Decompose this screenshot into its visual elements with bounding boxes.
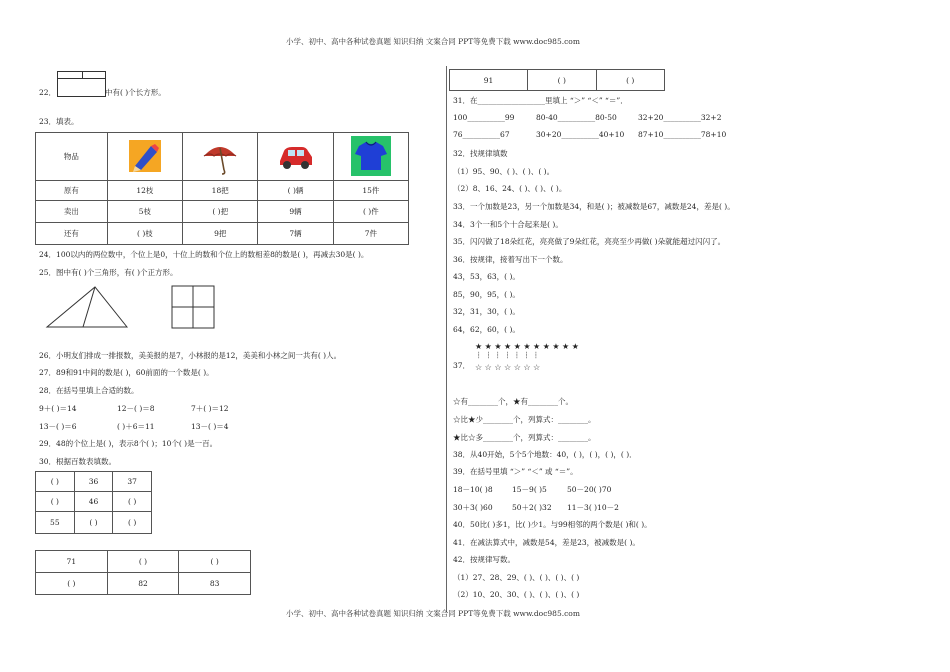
q37-line: ☆比★少________个，列算式：________。 [453, 415, 596, 424]
q28-eq: 12－( )＝8 [117, 404, 155, 413]
q31-item: 87+10__________78+10 [638, 130, 727, 139]
q28-eq: 9＋( )＝14 [39, 404, 77, 413]
q24-text: 24．100以内的两位数中，个位上是0，十位上的数和个位上的数相差8的数是( )，再减去30是( )。 [39, 250, 369, 259]
q39-title: 39．在括号里填 “＞” “＜” 或 “＝”。 [453, 467, 578, 476]
q23-cell: 9把 [183, 223, 258, 245]
q30-cell: 82 [107, 573, 179, 595]
q23-title: 23．填表。 [39, 117, 79, 126]
q23-cell: 7件 [333, 223, 408, 245]
q36-line: 85，90，95，( )。 [453, 290, 520, 299]
q23-cell: ( )件 [333, 201, 408, 223]
q37-white-stars: ☆☆☆☆☆☆☆ [475, 363, 543, 372]
q31-item: 30+20__________40+10 [536, 130, 625, 139]
q23-label-sold: 卖出 [36, 201, 108, 223]
q23-cell: 18把 [183, 181, 258, 201]
q31-title: 31．在__________________里填上 “＞” “＜” “＝”． [453, 96, 628, 105]
q36-line: 32，31，30，( )。 [453, 307, 520, 316]
q30-cell: 55 [36, 512, 75, 534]
q37-line: ☆有________个，★有________个。 [453, 397, 573, 406]
q39-item: 18－10( )8 [453, 485, 493, 494]
q29-text: 29．48的个位上是( )，表示8个( )；10个( )是一百。 [39, 439, 218, 448]
q32-line: （1）95、90、( )、( )、( )。 [453, 167, 555, 176]
q22-text: 中有( )个长方形。 [105, 88, 166, 97]
tshirt-icon [333, 133, 408, 181]
q30-cell: 83 [179, 573, 251, 595]
q23-cell: 9辆 [258, 201, 333, 223]
q31-item: 80-40__________80-50 [536, 113, 617, 122]
car-icon [258, 133, 333, 181]
q42-line: （2）10、20、30、( )、( )、( )、( ) [453, 590, 580, 599]
q23-cell: ( )把 [183, 201, 258, 223]
q36-line: 64，62，60，( )。 [453, 325, 520, 334]
q28-eq: 13－( )＝6 [39, 422, 77, 431]
q30-cell: ( ) [113, 492, 152, 512]
q30-cell: ( ) [107, 551, 179, 573]
q28-title: 28．在括号里填上合适的数。 [39, 386, 139, 395]
q38-text: 38．从40开始，5个5个地数：40，( )，( )，( )，( )． [453, 450, 637, 459]
q40-text: 40．50比( )多1，比( )少1。与99相邻的两个数是( )和( )。 [453, 520, 652, 529]
page-footer: 小学、初中、高中各种试卷真题 知识归纳 文案合同 PPT等免费下载 www.doc985.com [286, 609, 580, 618]
q25-square-figure [171, 285, 215, 329]
q30-cell: ( ) [113, 512, 152, 534]
q42-title: 42．按规律写数。 [453, 555, 516, 564]
umbrella-icon [183, 133, 258, 181]
right-top-table [449, 69, 665, 91]
q37-black-stars: ★★★★★★★★★★★ [475, 342, 582, 351]
q23-cell: 15件 [333, 181, 408, 201]
q31-item: 76__________67 [453, 130, 510, 139]
q39-item: 50＋2( )32 [512, 503, 552, 512]
q22-rectangle-figure [57, 71, 106, 97]
q35-text: 35．闪闪做了18朵红花，亮亮做了9朵红花，亮亮至少再做( )朵就能超过闪闪了。 [453, 237, 726, 246]
q30-cell: ( ) [36, 573, 108, 595]
q39-item: 11－3( )10－2 [567, 503, 619, 512]
q34-text: 34．3个一和5个十合起来是( )。 [453, 220, 563, 229]
q39-item: 15－9( )5 [512, 485, 547, 494]
q30-cell: ( ) [36, 472, 75, 492]
q27-text: 27．89和91中间的数是( )，60前面的一个数是( )。 [39, 368, 214, 377]
q30-title: 30．根据百数表填数。 [39, 457, 117, 466]
q28-eq: ( )＋6＝11 [117, 422, 155, 431]
q30-cell: ( ) [74, 512, 113, 534]
q28-eq: 13－( )＝4 [191, 422, 229, 431]
q36-line: 43，53，63，( )。 [453, 272, 520, 281]
q33-text: 33．一个加数是23，另一个加数是34，和是( )；被减数是67，减数是24，差是( )。 [453, 202, 735, 211]
top-cell: ( ) [596, 70, 664, 91]
q23-label-original: 原有 [36, 181, 108, 201]
q30-cell: 71 [36, 551, 108, 573]
q23-table [35, 132, 409, 245]
q23-cell: 5枝 [107, 201, 182, 223]
q23-label-left: 还有 [36, 223, 108, 245]
q23-cell: 12枝 [107, 181, 182, 201]
q26-text: 26．小明友们排成一排报数，美美报的是7，小林报的是12，美美和小林之间一共有( )人。 [39, 351, 342, 360]
q41-text: 41．在减法算式中，减数是54，差是23，被减数是( )。 [453, 538, 640, 547]
top-cell: ( ) [528, 70, 596, 91]
q30-grid [35, 471, 152, 534]
q30-cell: 37 [113, 472, 152, 492]
q30-cell: ( ) [36, 492, 75, 512]
q39-item: 30＋3( )60 [453, 503, 493, 512]
column-divider [446, 66, 447, 612]
q39-item: 50－20( )70 [567, 485, 612, 494]
q23-label-item: 物品 [36, 133, 108, 181]
q37-number: 37． [453, 361, 471, 370]
q31-item: 32+20__________32+2 [638, 113, 722, 122]
q36-title: 36．按规律，接着写出下一个数。 [453, 255, 568, 264]
top-cell: 91 [450, 70, 528, 91]
q23-cell: ( )枝 [107, 223, 182, 245]
pencil-icon [107, 133, 182, 181]
q23-cell: ( )辆 [258, 181, 333, 201]
q28-eq: 7＋( )＝12 [191, 404, 229, 413]
q37-line: ★比☆多________个，列算式：________。 [453, 433, 596, 442]
q30-cell: 46 [74, 492, 113, 512]
q23-cell: 7辆 [258, 223, 333, 245]
q22-number: 22． [39, 88, 57, 97]
q31-item: 100__________99 [453, 113, 515, 122]
q32-line: （2）8、16、24、( )、( )、( )。 [453, 184, 567, 193]
q32-title: 32．找规律填数 [453, 149, 508, 158]
q25-triangle-figure [45, 285, 129, 329]
q30-table2 [35, 550, 251, 595]
q30-cell: ( ) [179, 551, 251, 573]
q37-ticks: ┆ ┆ ┆ ┆ ┆ ┆ ┆ [477, 352, 540, 359]
q42-line: （1）27、28、29、( )、( )、( )、( ) [453, 573, 580, 582]
page-header: 小学、初中、高中各种试卷真题 知识归纳 文案合同 PPT等免费下载 www.doc985.com [286, 37, 580, 46]
q25-text: 25．图中有( )个三角形，有( )个正方形。 [39, 268, 178, 277]
q30-cell: 36 [74, 472, 113, 492]
